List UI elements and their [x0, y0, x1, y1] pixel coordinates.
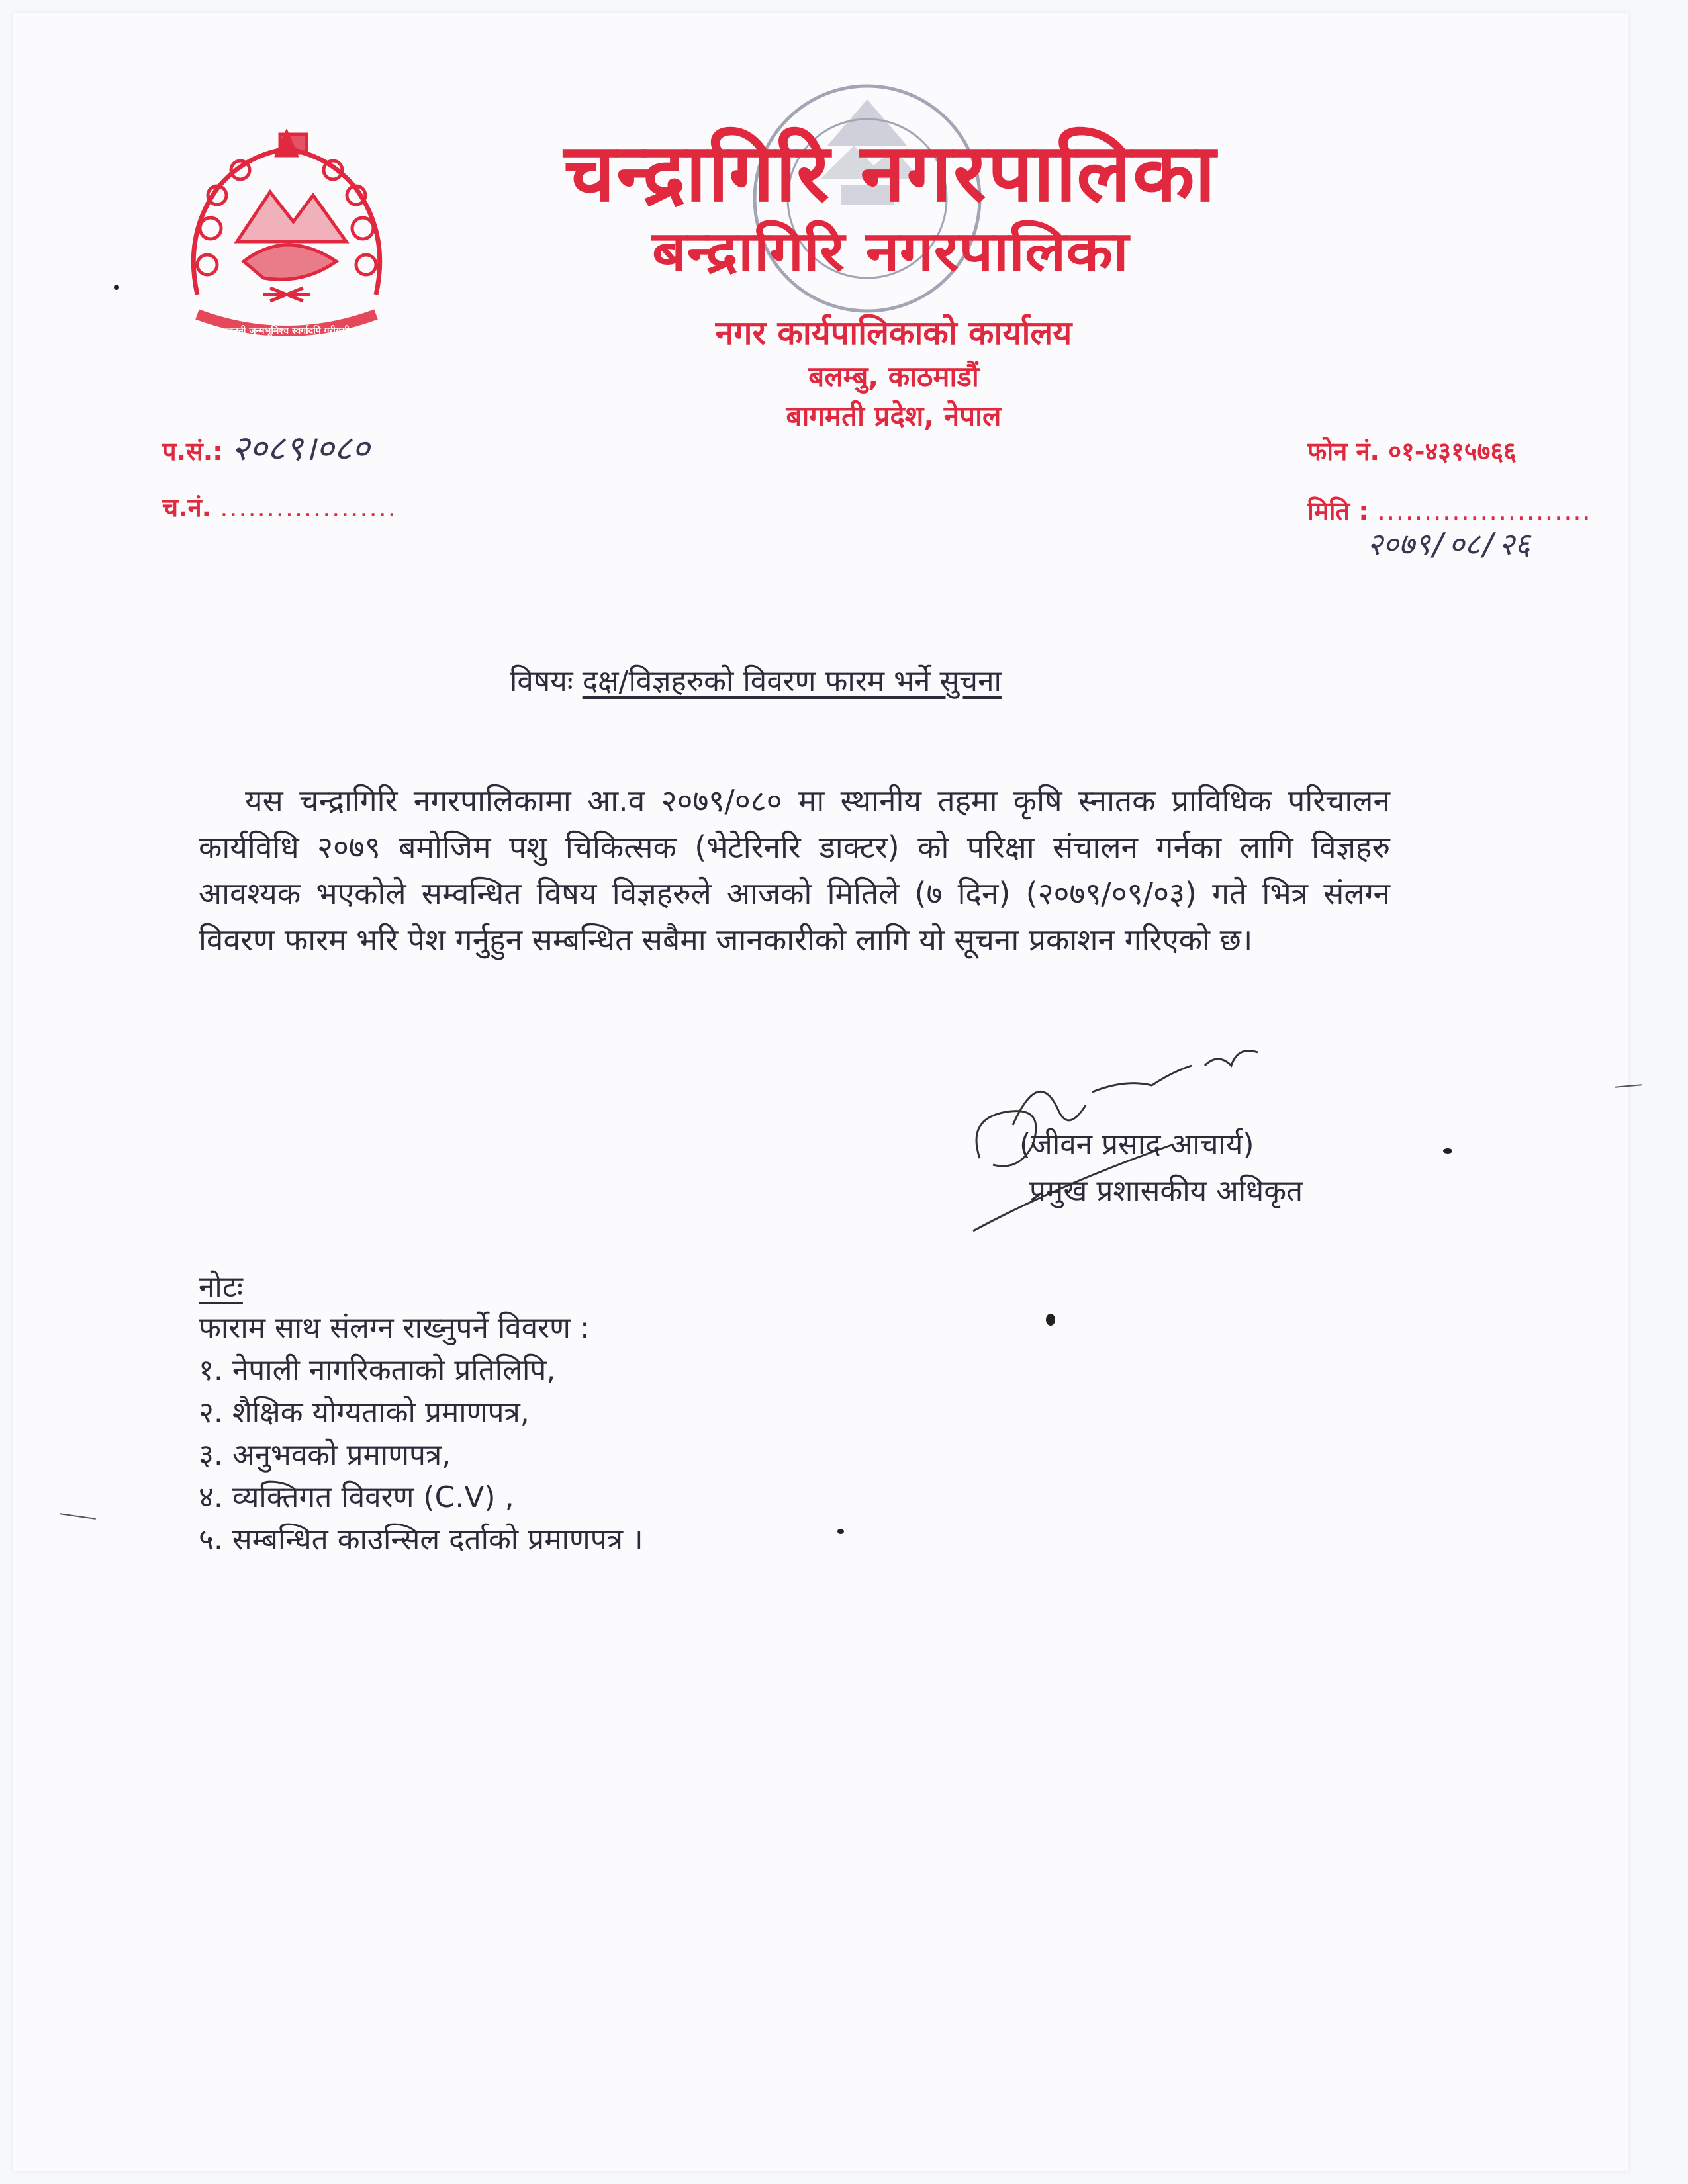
phone-label: फोन नं. — [1307, 437, 1380, 466]
reference-phone — [1307, 433, 1517, 468]
office-name: नगर कार्यपालिकाको कार्यालय — [715, 314, 1072, 352]
scan-speck — [1443, 1148, 1452, 1154]
office-address-line1: बलम्बु, काठमाडौं — [808, 360, 979, 392]
ps-label: प.सं.: — [162, 437, 223, 466]
reference-ps — [162, 424, 370, 471]
scan-speck — [837, 1529, 844, 1534]
date-dots: ....................... — [1377, 496, 1592, 525]
list-item: ४. व्यक्तिगत विवरण (C.V) , — [199, 1480, 514, 1514]
subject-label: विषयः — [510, 664, 573, 698]
cn-label: च.नं. — [162, 493, 212, 522]
list-item: २. शैक्षिक योग्यताको प्रमाणपत्र, — [199, 1396, 530, 1430]
office-address-line2: बागमती प्रदेश, नेपाल — [786, 400, 1002, 432]
date-value: २०७९/०८/२६ — [1367, 526, 1530, 562]
notice-body: यस चन्द्रागिरि नगरपालिकामा आ.व २०७९/०८० मा स्थानीय तहमा कृषि स्नातक प्राविधिक परिचालन कार्यविधि २०७९ बमोजिम पशु चिकित्सक (भेटेरिनरि डाक्टर) को परिक्षा संचालन गर्नका लागि विज्ञहरु आवश्यक भएकोले सम्वन्धित विषय विज्ञहरुले आजको मितिले (७ दिन) (२०७९/०९/०३) गते भित्र संलग्न विवरण फारम भरि पेश गर्नुहुन सम्बन्धित सबैमा जानकारीको लागि यो सूचना प्रकाशन गरिएको छ। — [199, 783, 1391, 958]
letterhead-title: चन्द्रागिरि नगरपालिका — [563, 124, 1217, 220]
date-label: मिति : — [1307, 496, 1369, 525]
note-intro: फाराम साथ संलग्न राख्नुपर्ने विवरण : — [199, 1311, 590, 1345]
subject-line — [510, 662, 1238, 702]
reference-cn — [162, 490, 397, 524]
scan-speck — [1046, 1314, 1055, 1326]
signatory-title: प्रमुख प्रशासकीय अधिकृत — [1029, 1174, 1303, 1208]
cn-dots: ................... — [220, 493, 397, 522]
list-item: १. नेपाली नागरिकताको प्रतिलिपि, — [199, 1353, 556, 1387]
emblem-motto: जननी जन्मभूमिश्च स्वर्गादपि गरीयसी — [226, 326, 350, 336]
signatory-name: (जीवन प्रसाद आचार्य) — [1019, 1128, 1254, 1161]
letterhead-subtitle: बन्द्रागिरि नगरपालिका — [651, 219, 1129, 283]
phone-value: ०१-४३१५७६६ — [1388, 437, 1517, 466]
list-item: ५. सम्बन्धित काउन्सिल दर्ताको प्रमाणपत्र । — [199, 1523, 643, 1557]
subject-text: दक्ष/विज्ञहरुको विवरण फारम भर्ने सुचना — [582, 664, 1002, 698]
note-heading: नोटः — [199, 1270, 243, 1304]
note-list — [199, 1349, 1125, 1561]
nepal-emblem-icon — [171, 129, 402, 354]
list-item: ३. अनुभवको प्रमाणपत्र, — [199, 1438, 451, 1472]
scan-speck — [114, 285, 119, 290]
note-section — [199, 1267, 1125, 1561]
ps-value: २०८९।०८० — [231, 429, 370, 469]
